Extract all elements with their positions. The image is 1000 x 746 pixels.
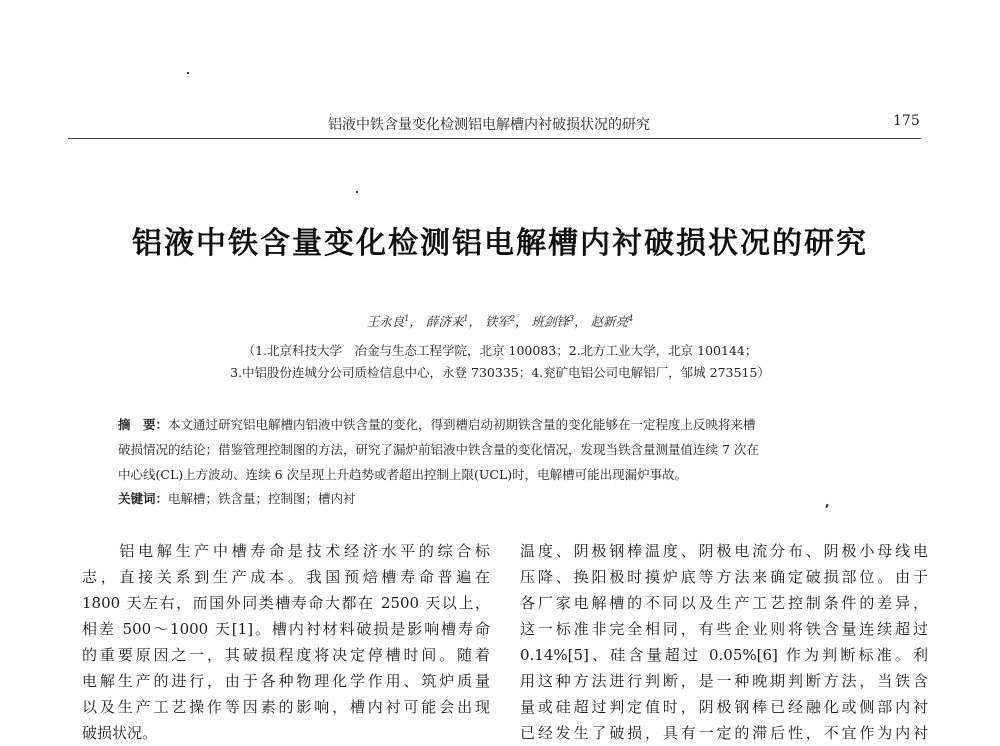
- body-line: 温度、阴极钢棒温度、阴极电流分布、阴极小母线电: [520, 542, 928, 560]
- author-aff: 2: [509, 313, 516, 323]
- author-aff: 3: [569, 313, 575, 323]
- author-aff: 4: [628, 313, 634, 323]
- abstract-label: 摘 要：: [118, 417, 169, 432]
- body-line: 用这种方法进行判断，是一种晚期判断方法，当铁含: [520, 672, 928, 690]
- body-line: 电解生产的进行，由于各种物理化学作用、筑炉质量: [82, 672, 490, 690]
- body-line: 铝电解生产中槽寿命是技术经济水平的综合标: [82, 542, 490, 560]
- affiliations-line-1: （1.北京科技大学 冶金与生态工程学院，北京 100083；2.北方工业大学，北京 100144；: [242, 343, 758, 358]
- body-line: 已经发生了破损，具有一定的滞后性，不宜作为内衬: [520, 724, 928, 742]
- body-line: 这一标准非完全相同，有些企业则将铁含量连续超过: [520, 620, 928, 638]
- body-line: 0.14%[5]、硅含量超过 0.05%[6] 作为判断标准。利: [520, 646, 928, 664]
- scan-speck: [356, 191, 358, 193]
- abstract-text: 本文通过研究铝电解槽内铝液中铁含量的变化，得到槽启动初期铁含量的变化能够在一定程度上反映将来槽: [168, 417, 756, 432]
- body-line: 相差 500～1000 天[1]。槽内衬材料破损是影响槽寿命: [82, 620, 490, 638]
- abstract-line-1: [118, 415, 756, 433]
- author-name: 薛济来: [425, 314, 464, 329]
- author-list: 王永良$^1$， 薛济来$^1$， 铁军$^2$， 班剑锋$^3$， 赵新亮$^4$: [366, 313, 634, 329]
- affiliations-line-2: 3.中铝股份连城分公司质检信息中心，永登 730335；4.兖矿电铝公司电解铝厂，邹城 273515）: [230, 365, 770, 380]
- body-line: 各厂家电解槽的不同以及生产工艺控制条件的差异，: [520, 594, 928, 612]
- header-rule: [68, 138, 921, 139]
- body-right-column: [520, 538, 928, 746]
- scan-speck: [187, 72, 189, 74]
- article-title: 铝液中铁含量变化检测铝电解槽内衬破损状况的研究: [132, 226, 868, 261]
- body-line: 破损状况。: [82, 724, 158, 742]
- author-name: 王永良: [366, 314, 405, 329]
- body-line: 以及生产工艺操作等因素的影响，槽内衬可能会出现: [82, 698, 490, 716]
- keywords-text: 电解槽；铁含量；控制图；槽内衬: [168, 491, 356, 506]
- scan-speck: [825, 504, 829, 508]
- body-left-column: [82, 538, 490, 746]
- author-name: 班剑锋: [531, 314, 570, 329]
- page-number: 175: [893, 113, 920, 129]
- author-name: 赵新亮: [590, 314, 629, 329]
- author-aff: 1: [463, 313, 469, 323]
- abstract-line-2: 破损情况的结论；借鉴管理控制图的方法，研究了漏炉前铝液中铁含量的变化情况，发现当铁含量测量值连续 7 次在: [118, 442, 759, 457]
- body-line: 的重要原因之一，其破损程度将决定停槽时间。随着: [82, 646, 490, 664]
- body-line: 压降、换阳极时摸炉底等方法来确定破损部位。由于: [520, 568, 928, 586]
- abstract-line-3: 中心线(CL)上方波动、连续 6 次呈现上升趋势或者超出控制上限(UCL)时，电解槽可能出现漏炉事故。: [118, 467, 688, 482]
- body-line: 量或硅超过判定值时，阴极钢棒已经融化或侧部内衬: [520, 698, 928, 716]
- author-aff: 1: [404, 313, 410, 323]
- body-line: 志，直接关系到生产成本。我国预焙槽寿命普遍在: [82, 568, 490, 586]
- keywords-line: [118, 489, 356, 507]
- author-name: 铁军: [484, 314, 510, 329]
- keywords-label: 关键词：: [118, 491, 169, 506]
- running-header-title: 铝液中铁含量变化检测铝电解槽内衬破损状况的研究: [328, 117, 650, 133]
- body-line: 1800 天左右，而国外同类槽寿命大都在 2500 天以上，: [82, 594, 490, 612]
